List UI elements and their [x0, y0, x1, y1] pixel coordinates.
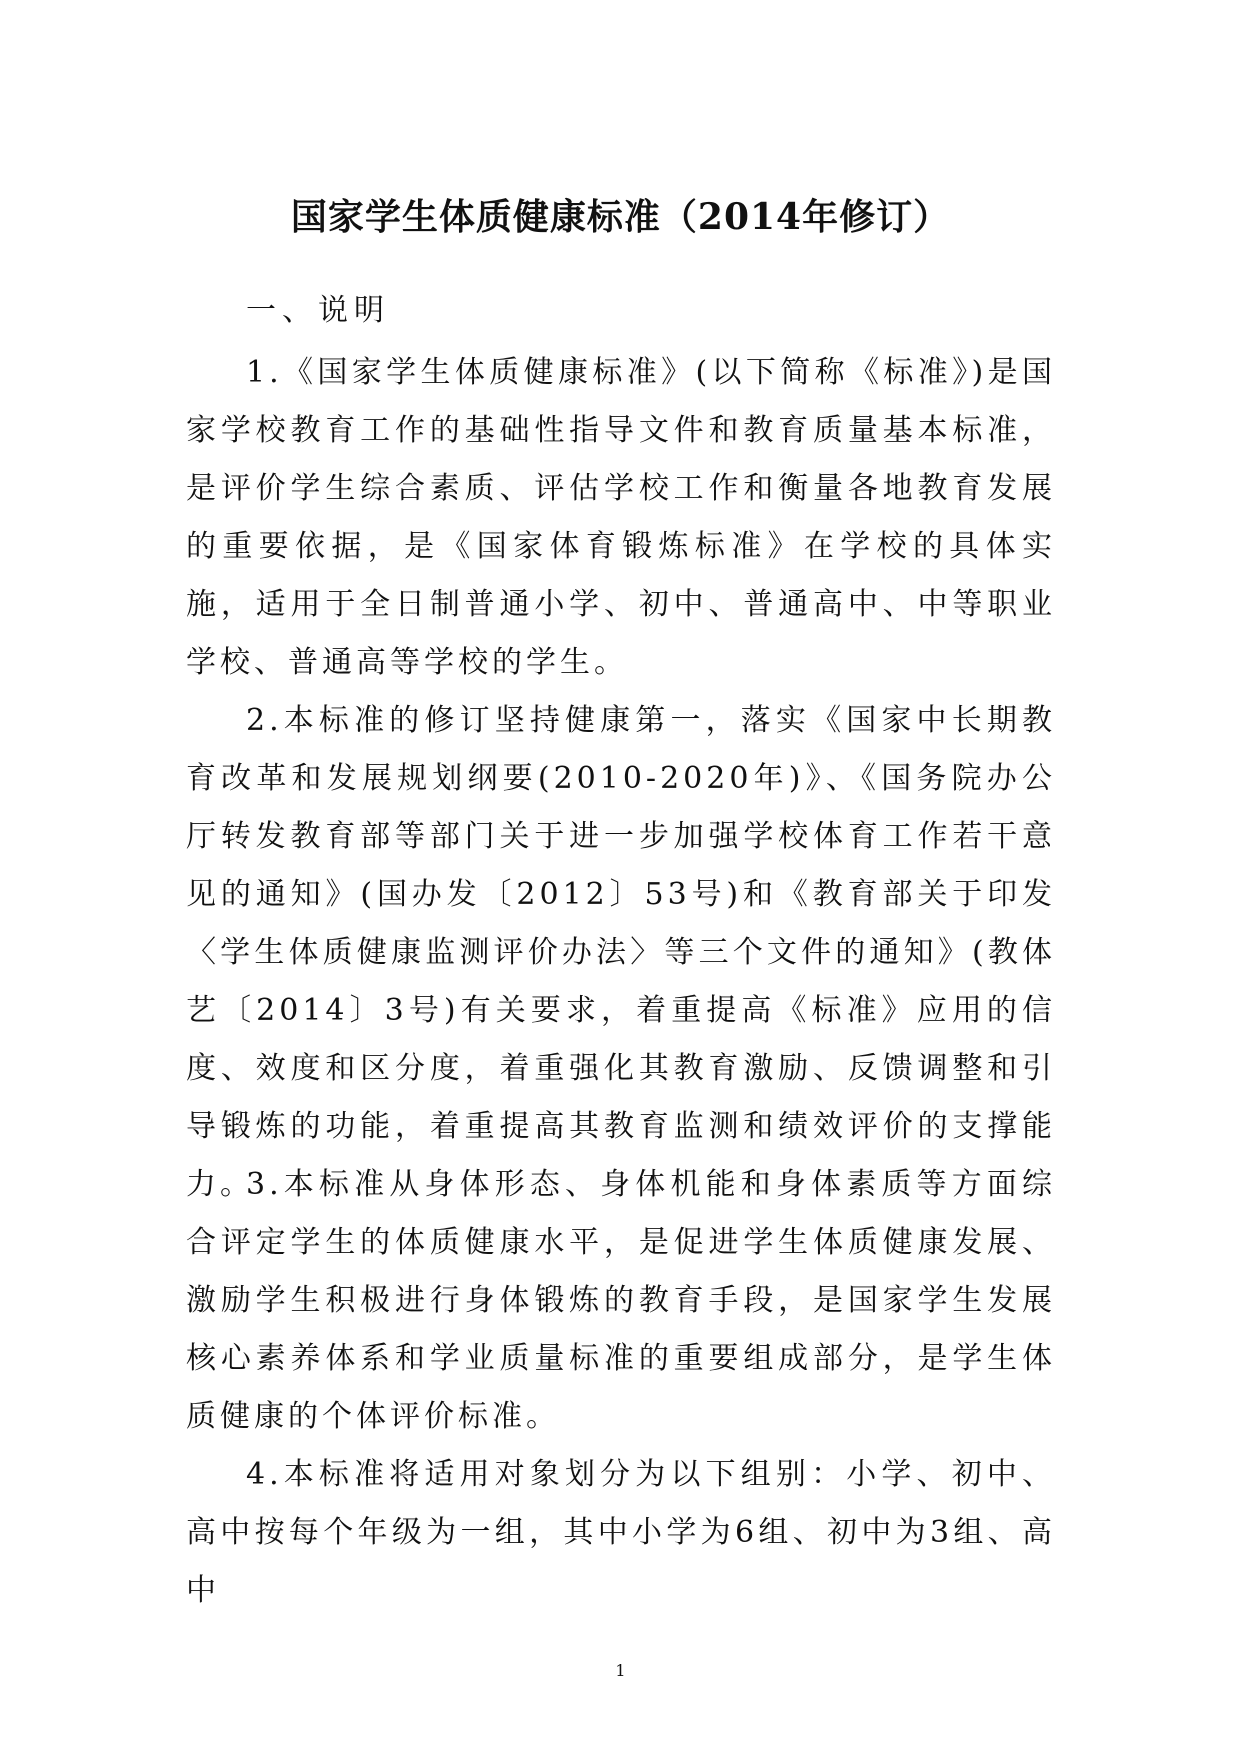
- page-number: 1: [615, 1661, 626, 1680]
- paragraph-1: 1.《国家学生体质健康标准》(以下简称《标准》)是国家学校教育工作的基础性指导文件和教育质量基本标准，是评价学生综合素质、评估学校工作和衡量各地教育发展的重要依据，是《国家体育锻炼标准》在学校的具体实施，适用于全日制普通小学、初中、普通高中、中等职业学校、普通高等学校的学生。: [186, 355, 1056, 680]
- document-title: 国家学生体质健康标准（2014年修订）: [290, 196, 951, 238]
- paragraph-3: 3.本标准从身体形态、身体机能和身体素质等方面综合评定学生的体质健康水平，是促进学生体质健康发展、激励学生积极进行身体锻炼的教育手段，是国家学生发展核心素养体系和学业质量标准的重要组成部分，是学生体质健康的个体评价标准。: [186, 1167, 1056, 1434]
- paragraph-2: 2.本标准的修订坚持健康第一，落实《国家中长期教育改革和发展规划纲要(2010-2020年)》、《国务院办公厅转发教育部等部门关于进一步加强学校体育工作若干意见的通知》(国办发〔2012〕53号)和《教育部关于印发〈学生体质健康监测评价办法〉等三个文件的通知》(教体艺〔2014〕3号)有关要求，着重提高《标准》应用的信度、效度和区分度，着重强化其教育激励、反馈调整和引导锻炼的功能，着重提高其教育监测和绩效评价的支撑能力。: [186, 703, 1056, 1202]
- section-heading: 一、说明: [246, 293, 390, 328]
- paragraph-4: 4.本标准将适用对象划分为以下组别：小学、初中、高中按每个年级为一组，其中小学为6组、初中为3组、高中: [186, 1457, 1056, 1608]
